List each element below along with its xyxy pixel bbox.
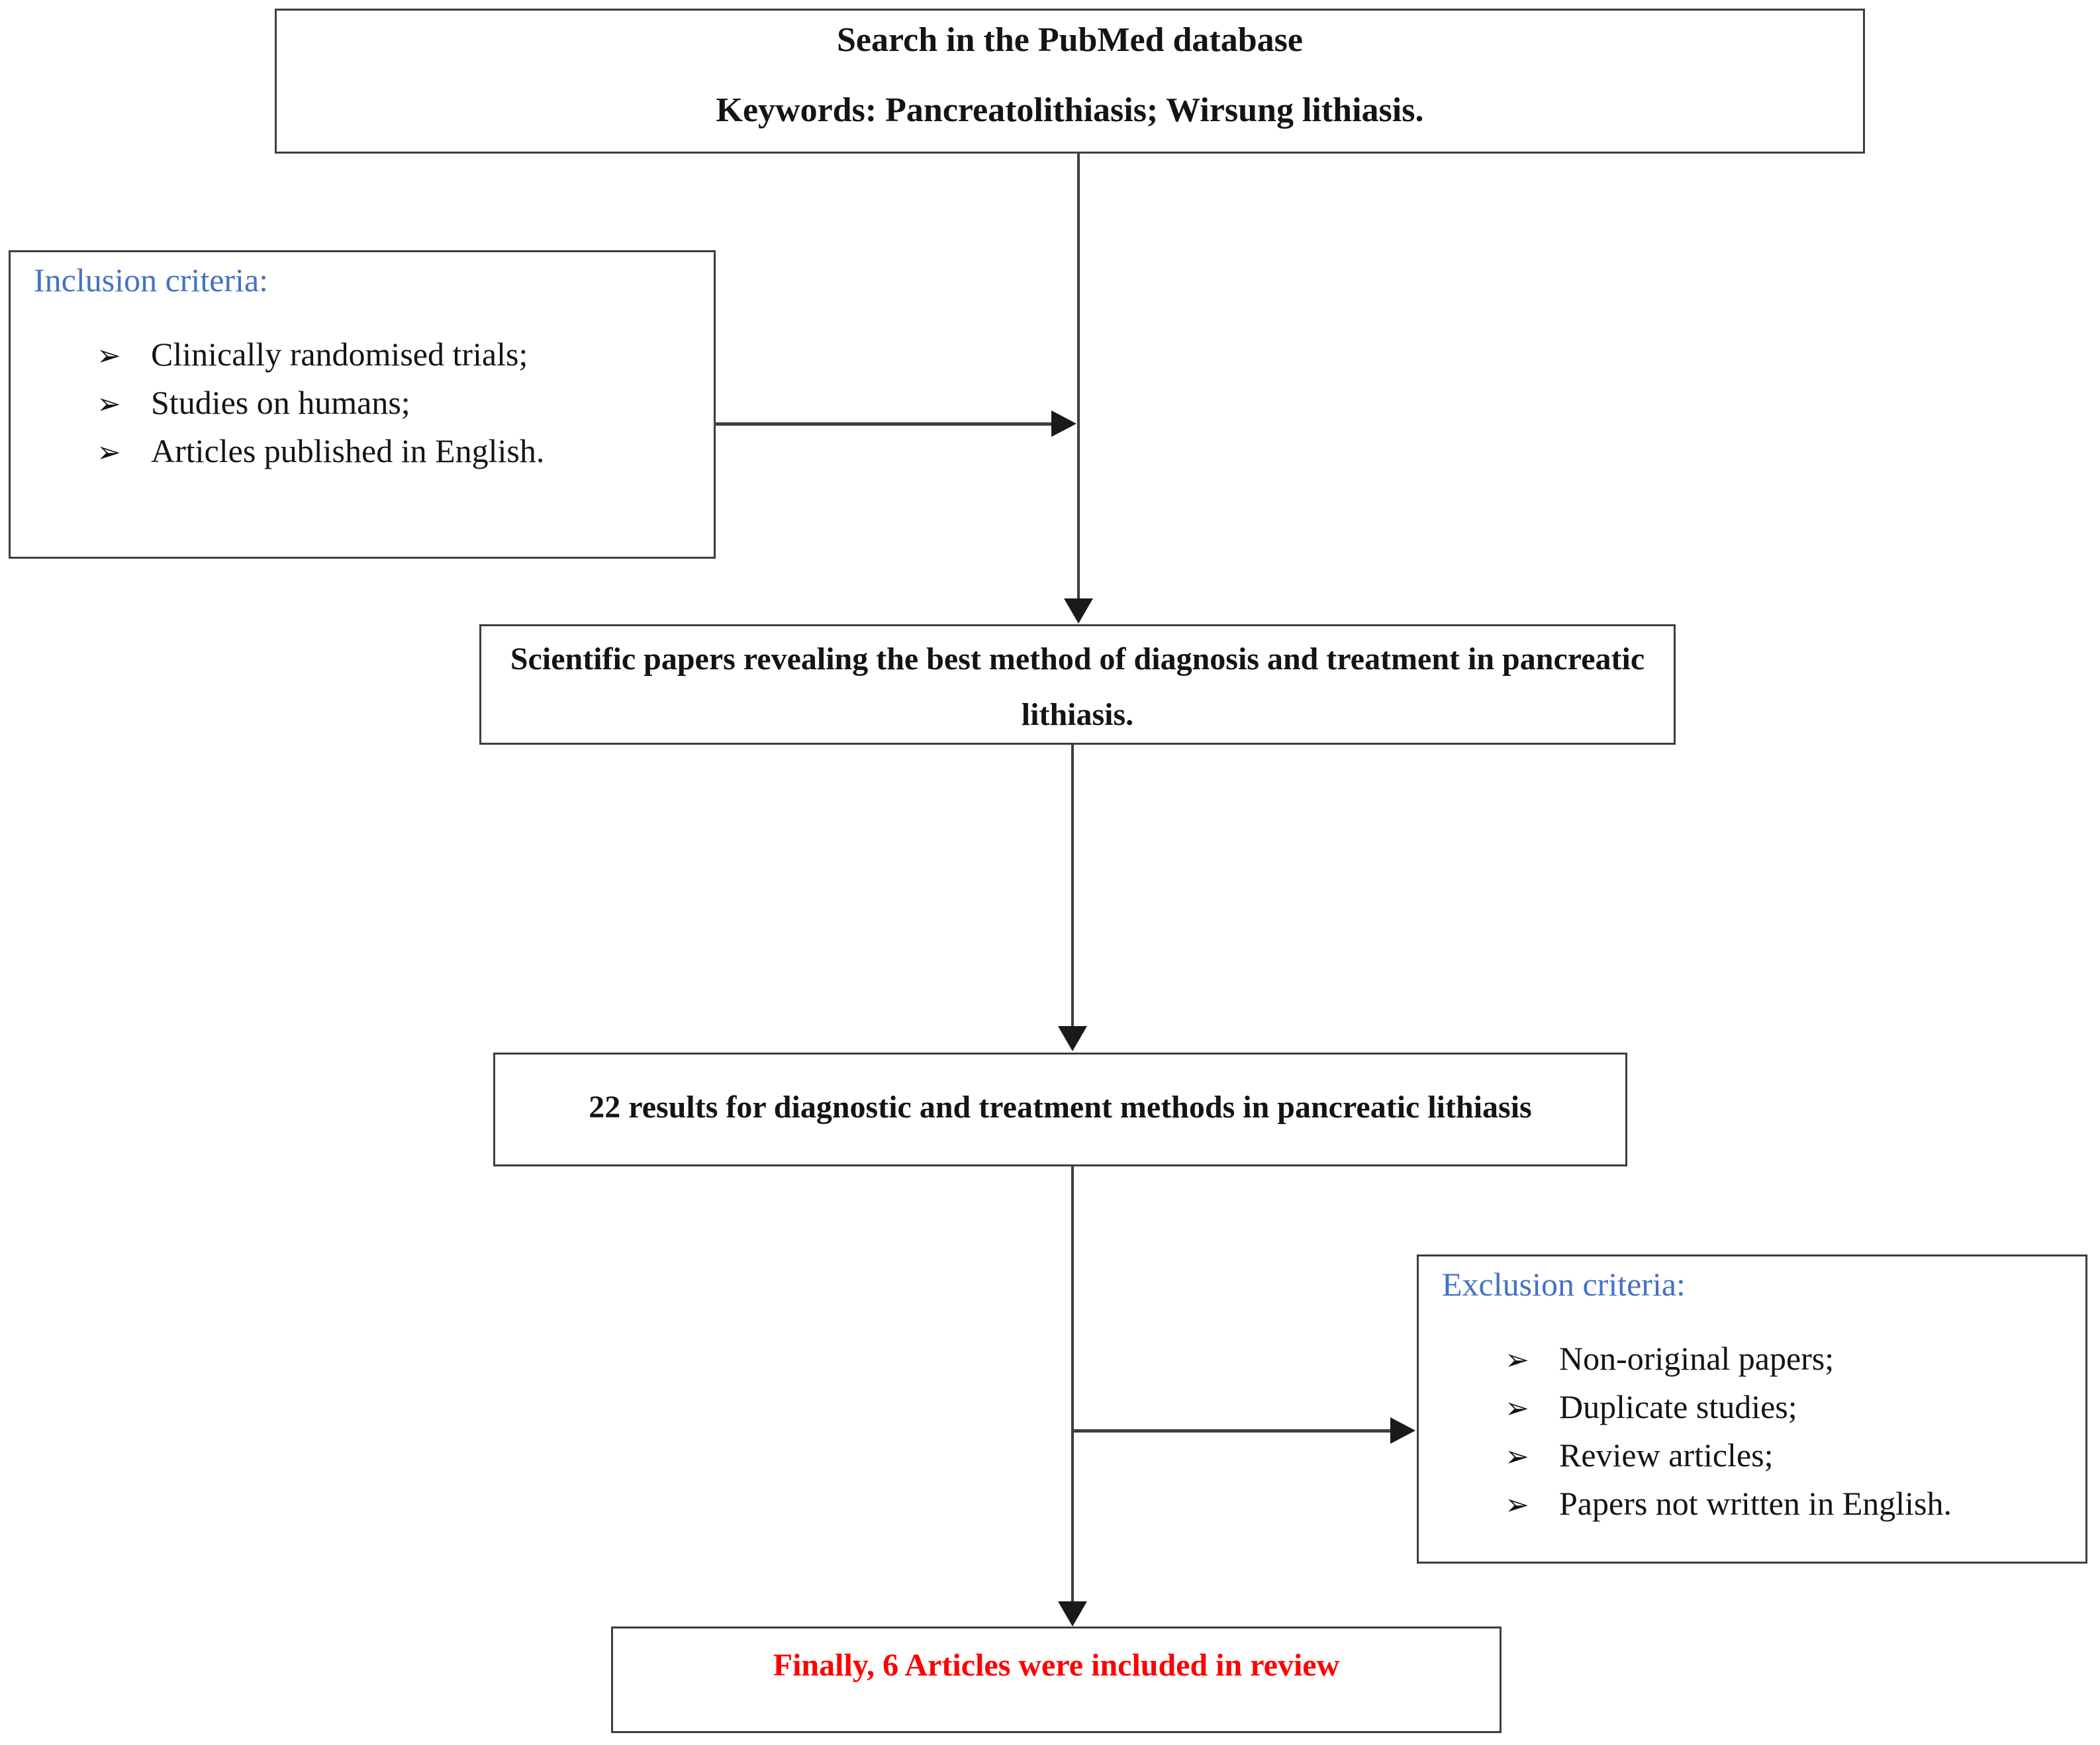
list-item <box>34 331 700 379</box>
exclusion-item-text: Review articles; <box>1559 1437 1774 1474</box>
inclusion-item-text: Clinically randomised trials; <box>151 336 528 373</box>
exclusion-criteria-title: Exclusion criteria: <box>1442 1266 1686 1303</box>
arrow-bullet-icon: ➢ <box>97 339 121 373</box>
arrow-bullet-icon: ➢ <box>1505 1343 1529 1377</box>
arrowhead-right-icon <box>1390 1417 1415 1444</box>
arrow-bullet-icon: ➢ <box>1505 1488 1529 1522</box>
arrowhead-down-icon <box>1058 1026 1087 1051</box>
arrowhead-down-icon <box>1058 1601 1087 1627</box>
arrowhead-down-icon <box>1064 598 1093 624</box>
inclusion-criteria-title: Inclusion criteria: <box>34 261 269 299</box>
list-item <box>1442 1384 2072 1432</box>
search-database-line1: Search in the PubMed database <box>837 21 1303 59</box>
connector-middle-to-results <box>1071 745 1074 1027</box>
connector-top-to-middle <box>1077 154 1080 598</box>
list-item <box>34 379 700 428</box>
list-item <box>34 428 700 476</box>
arrow-bullet-icon: ➢ <box>97 436 121 469</box>
arrow-bullet-icon: ➢ <box>1505 1391 1529 1425</box>
scientific-papers-text: Scientific papers revealing the best method of diagnosis and treatment in pancreatic lithiasis. <box>510 641 1645 732</box>
final-included-box <box>611 1627 1502 1733</box>
exclusion-item-text: Non-original papers; <box>1559 1340 1835 1377</box>
arrowhead-right-icon <box>1051 410 1076 437</box>
exclusion-criteria-list <box>1442 1335 2072 1529</box>
exclusion-criteria-box <box>1417 1254 2087 1564</box>
exclusion-item-text: Papers not written in English. <box>1559 1485 1952 1522</box>
inclusion-criteria-box <box>9 250 716 559</box>
arrow-bullet-icon: ➢ <box>1505 1440 1529 1474</box>
connector-inclusion-to-flow <box>716 422 1053 426</box>
final-included-text: Finally, 6 Articles were included in review <box>773 1648 1340 1683</box>
inclusion-item-text: Studies on humans; <box>151 384 410 421</box>
exclusion-item-text: Duplicate studies; <box>1559 1388 1797 1425</box>
search-keywords-line2: Keywords: Pancreatolithiasis; Wirsung lithiasis. <box>716 91 1424 129</box>
results-count-box <box>493 1053 1627 1166</box>
inclusion-item-text: Articles published in English. <box>151 432 545 469</box>
connector-results-to-final <box>1071 1166 1074 1601</box>
list-item <box>1442 1335 2072 1384</box>
list-item <box>1442 1480 2072 1529</box>
scientific-papers-box <box>479 624 1676 745</box>
search-database-box <box>275 9 1865 154</box>
arrow-bullet-icon: ➢ <box>97 387 121 421</box>
results-count-text: 22 results for diagnostic and treatment methods in pancreatic lithiasis <box>589 1090 1532 1125</box>
connector-flow-to-exclusion <box>1073 1429 1392 1433</box>
list-item <box>1442 1432 2072 1480</box>
inclusion-criteria-list <box>34 331 700 476</box>
